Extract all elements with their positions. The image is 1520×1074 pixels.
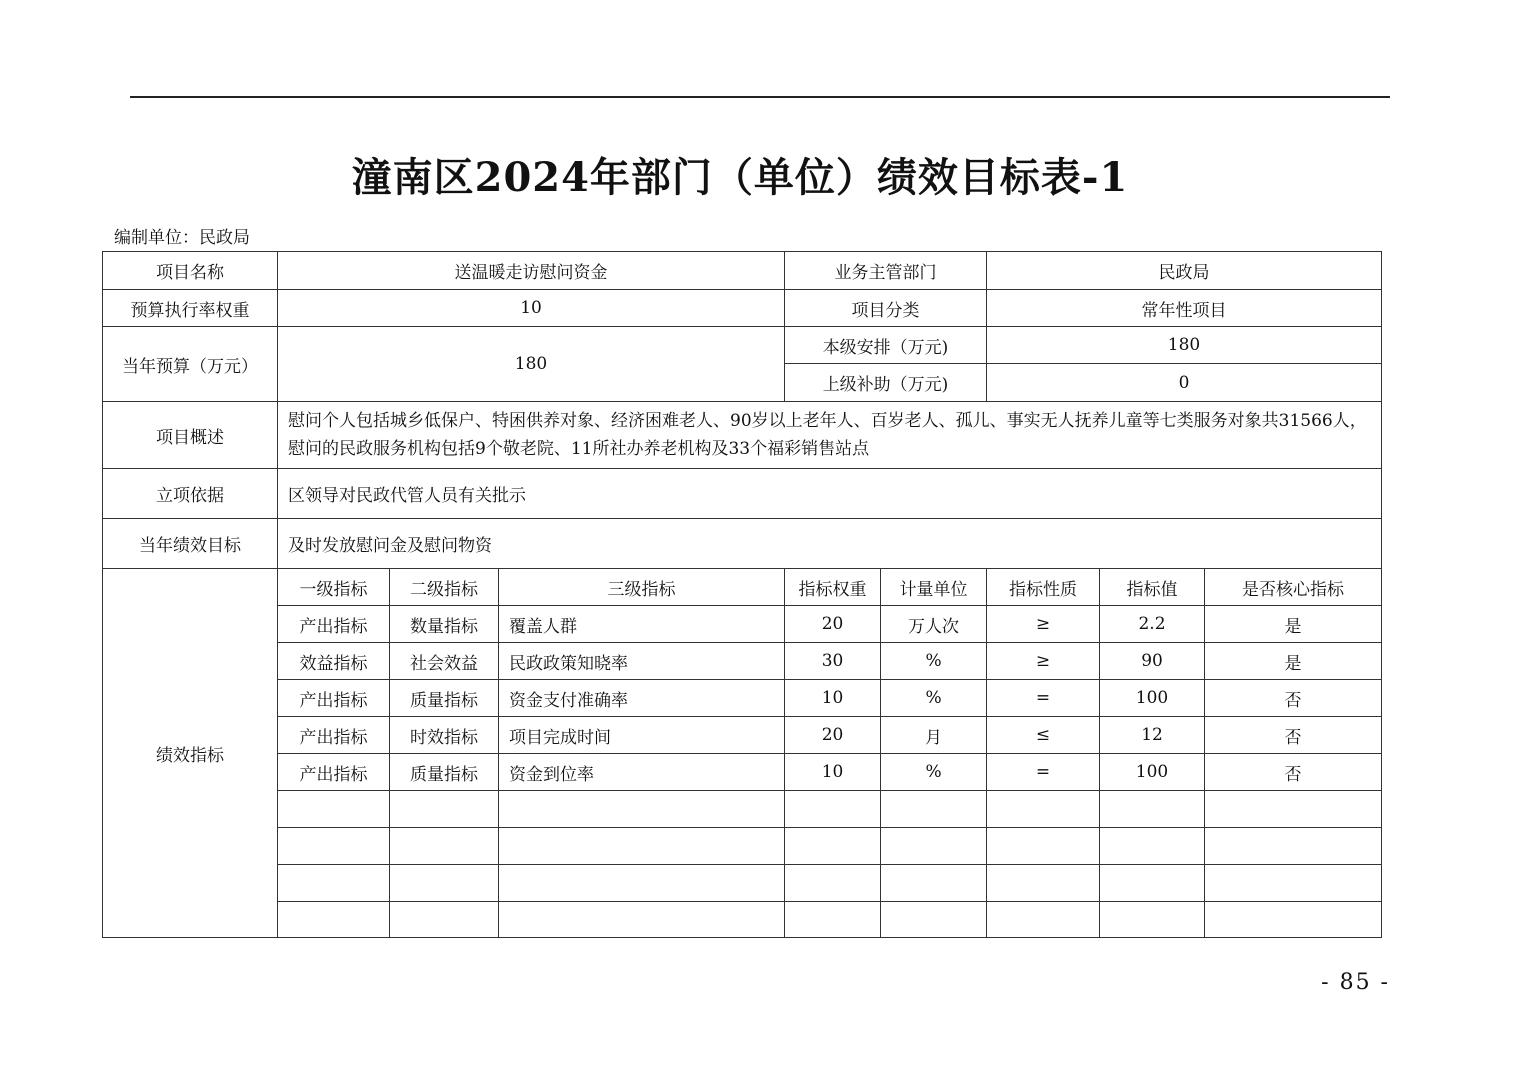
table-row xyxy=(103,754,1382,791)
level3-cell: 资金到位率 xyxy=(499,754,785,791)
level1-cell: 产出指标 xyxy=(278,717,390,754)
nature-cell: ≤ xyxy=(987,717,1100,754)
overview-text: 慰问个人包括城乡低保户、特困供养对象、经济困难老人、90岁以上老年人、百岁老人、孤儿、事实无人抚养儿童等七类服务对象共31566人，慰问的民政服务机构包括9个敬老院、11所社办养老机构及33个福彩销售站点 xyxy=(278,402,1382,469)
value-cell: 100 xyxy=(1100,754,1205,791)
weight-cell: 10 xyxy=(785,754,881,791)
weight-cell: 10 xyxy=(785,680,881,717)
header-core: 是否核心指标 xyxy=(1205,569,1382,606)
value-cell: 90 xyxy=(1100,643,1205,680)
table-row xyxy=(103,469,1382,519)
department-value: 民政局 xyxy=(987,252,1382,290)
level2-cell: 社会效益 xyxy=(390,643,499,680)
level2-cell: 质量指标 xyxy=(390,680,499,717)
table-row xyxy=(103,519,1382,569)
nature-cell: = xyxy=(987,680,1100,717)
level1-cell: 产出指标 xyxy=(278,606,390,643)
top-rule xyxy=(130,96,1390,98)
local-allocation-value: 180 xyxy=(987,327,1382,364)
weight-cell: 20 xyxy=(785,606,881,643)
page-title: 潼南区2024年部门（单位）绩效目标表-1 xyxy=(351,154,1129,201)
goal-label: 当年绩效目标 xyxy=(103,519,278,569)
level3-cell: 项目完成时间 xyxy=(499,717,785,754)
header-nature: 指标性质 xyxy=(987,569,1100,606)
table-row xyxy=(103,643,1382,680)
header-level2: 二级指标 xyxy=(390,569,499,606)
unit-cell: % xyxy=(881,680,987,717)
value-cell: 100 xyxy=(1100,680,1205,717)
header-level1: 一级指标 xyxy=(278,569,390,606)
basis-text: 区领导对民政代管人员有关批示 xyxy=(278,469,1382,519)
header-level3: 三级指标 xyxy=(499,569,785,606)
upper-subsidy-value: 0 xyxy=(987,364,1382,402)
level2-cell: 数量指标 xyxy=(390,606,499,643)
table-row xyxy=(103,290,1382,327)
level3-cell: 覆盖人群 xyxy=(499,606,785,643)
category-label: 项目分类 xyxy=(785,290,987,327)
nature-cell: = xyxy=(987,754,1100,791)
table-row xyxy=(103,717,1382,754)
nature-cell: ≥ xyxy=(987,643,1100,680)
compiling-unit: 编制单位：民政局 xyxy=(114,228,250,248)
budget-weight-label: 预算执行率权重 xyxy=(103,290,278,327)
table-row xyxy=(103,680,1382,717)
level3-cell: 资金支付准确率 xyxy=(499,680,785,717)
table-row xyxy=(103,252,1382,290)
basis-label: 立项依据 xyxy=(103,469,278,519)
goal-text: 及时发放慰问金及慰问物资 xyxy=(278,519,1382,569)
table-row xyxy=(103,606,1382,643)
unit-cell: 月 xyxy=(881,717,987,754)
project-name-value: 送温暖走访慰问资金 xyxy=(278,252,785,290)
budget-weight-value: 10 xyxy=(278,290,785,327)
overview-label: 项目概述 xyxy=(103,402,278,469)
empty-row xyxy=(103,865,1382,902)
level1-cell: 产出指标 xyxy=(278,754,390,791)
level2-cell: 时效指标 xyxy=(390,717,499,754)
value-cell: 12 xyxy=(1100,717,1205,754)
empty-row xyxy=(103,902,1382,938)
weight-cell: 30 xyxy=(785,643,881,680)
page-number: - 85 - xyxy=(1321,970,1390,995)
core-cell: 是 xyxy=(1205,606,1382,643)
header-value: 指标值 xyxy=(1100,569,1205,606)
core-cell: 否 xyxy=(1205,717,1382,754)
table-row xyxy=(103,327,1382,364)
level3-cell: 民政政策知晓率 xyxy=(499,643,785,680)
level1-cell: 效益指标 xyxy=(278,643,390,680)
category-value: 常年性项目 xyxy=(987,290,1382,327)
level2-cell: 质量指标 xyxy=(390,754,499,791)
level1-cell: 产出指标 xyxy=(278,680,390,717)
annual-budget-value: 180 xyxy=(278,327,785,402)
empty-row xyxy=(103,791,1382,828)
unit-cell: % xyxy=(881,643,987,680)
core-cell: 否 xyxy=(1205,754,1382,791)
unit-cell: % xyxy=(881,754,987,791)
core-cell: 是 xyxy=(1205,643,1382,680)
performance-target-table xyxy=(102,251,1382,938)
project-name-label: 项目名称 xyxy=(103,252,278,290)
unit-cell: 万人次 xyxy=(881,606,987,643)
header-unit: 计量单位 xyxy=(881,569,987,606)
nature-cell: ≥ xyxy=(987,606,1100,643)
header-weight: 指标权重 xyxy=(785,569,881,606)
value-cell: 2.2 xyxy=(1100,606,1205,643)
indicator-header-row xyxy=(103,569,1382,606)
core-cell: 否 xyxy=(1205,680,1382,717)
upper-subsidy-label: 上级补助（万元) xyxy=(785,364,987,402)
indicators-section-label: 绩效指标 xyxy=(103,569,278,938)
empty-row xyxy=(103,828,1382,865)
weight-cell: 20 xyxy=(785,717,881,754)
annual-budget-label: 当年预算（万元） xyxy=(103,327,278,402)
local-allocation-label: 本级安排（万元) xyxy=(785,327,987,364)
department-label: 业务主管部门 xyxy=(785,252,987,290)
table-row xyxy=(103,402,1382,469)
